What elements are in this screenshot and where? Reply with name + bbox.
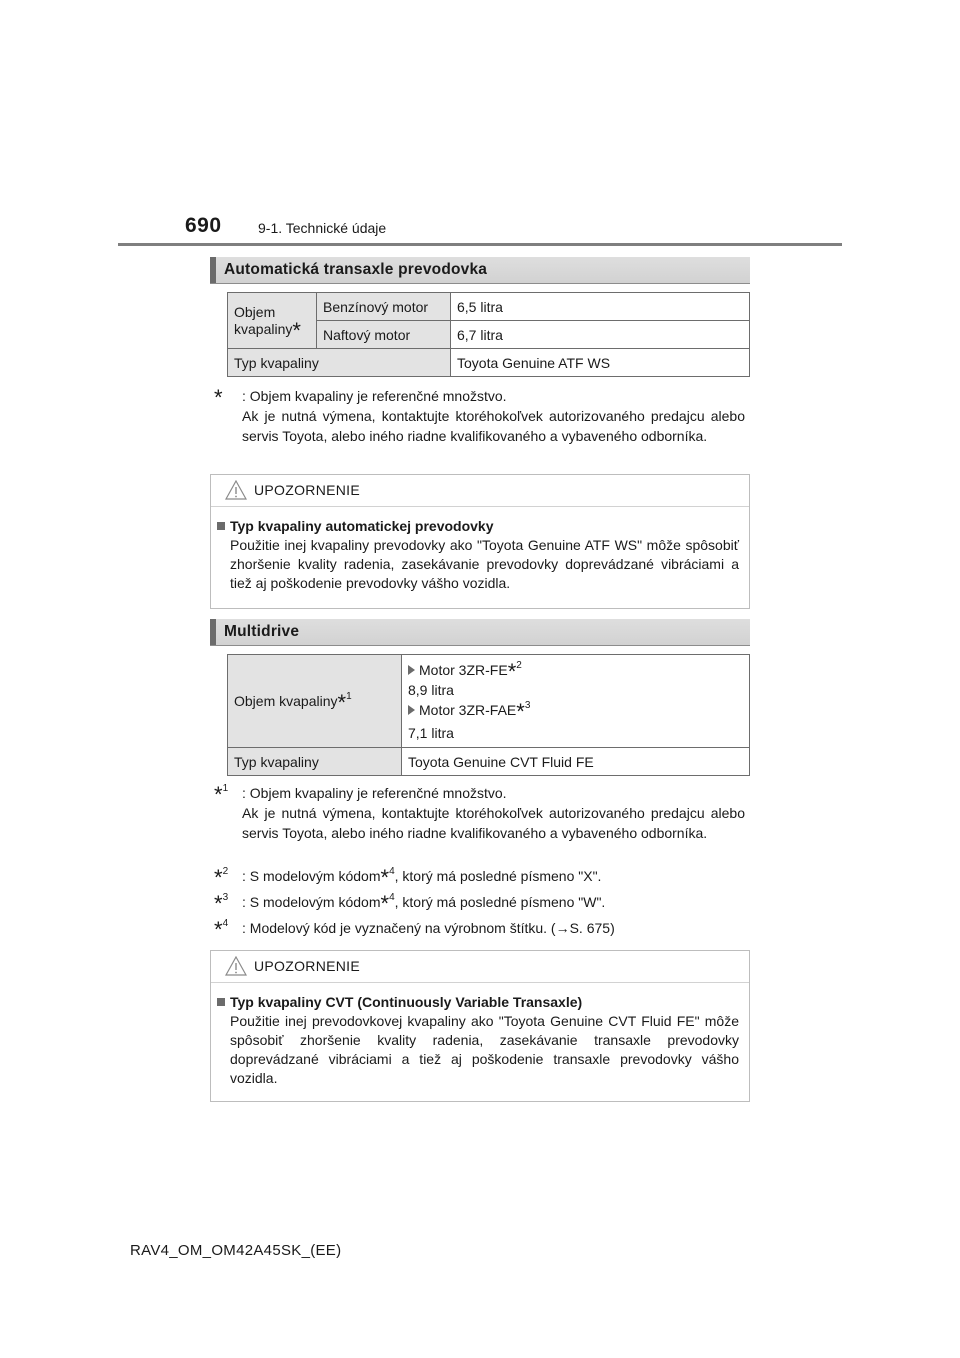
table-row (228, 655, 750, 748)
caution-item-text: Použitie inej kvapaliny prevodovky ako "Toyota Genuine ATF WS" môže spôsobiť zhoršenie kvality radenia, zasekávanie prevodovky doprevádzané vibráciami a tiež aj poškodenie prevodovky vášho vozidla. (230, 537, 739, 591)
bullet-square-icon (217, 998, 225, 1006)
footnote-4: $^{*4}$ : Modelový kód je vyznačený na výrobnom štítku. (→S. 675) (214, 917, 615, 942)
footnote-text: : Modelový kód je vyznačený na výrobnom štítku. ( (242, 920, 556, 936)
footnote-text: : S modelovým kódom (242, 868, 381, 884)
fluid-type-label: Typ kvapaliny (228, 349, 451, 377)
engine-3zr-fae-value: 7,1 litra (408, 724, 454, 741)
document-code: RAV4_OM_OM42A45SK_(EE) (130, 1242, 342, 1259)
footnote-ref: 3 (524, 699, 531, 711)
footnote-text: : S modelovým kódom (242, 894, 381, 910)
fluid-type-value: Toyota Genuine ATF WS (451, 349, 750, 377)
section-title: Multidrive (224, 623, 300, 640)
petrol-engine-label: Benzínový motor (317, 293, 451, 321)
footnote-ref: 4 (389, 866, 395, 877)
engine-3zr-fe-value: 8,9 litra (408, 681, 454, 698)
caution-item-title: Typ kvapaliny automatickej prevodovky (230, 518, 494, 534)
footnote-ref: 2 (516, 659, 522, 671)
fluid-capacity-label-cell (228, 293, 317, 349)
footnote-marker: * (292, 317, 301, 343)
footnote-3: $^{*3}$ : S modelovým kódom$^{*4}$, ktorý má posledné písmeno "W". (214, 891, 606, 916)
page-reference-link[interactable]: S. 675) (569, 920, 615, 936)
footnote-marker: * (214, 385, 223, 410)
fluid-capacity-label: Objem kvapaliny (234, 693, 338, 709)
caution-box-cvt (210, 950, 750, 1102)
footnote-body: Ak je nutná výmena, kontaktujte ktoréhokoľvek autorizovaného predajcu alebo servis Toyota, alebo iného riadne kvalifikovaného a vybaveného odborníka. (242, 408, 745, 444)
spec-table-multidrive (227, 654, 750, 776)
fluid-capacity-values (402, 655, 750, 748)
fluid-capacity-label: Objem kvapaliny (234, 303, 293, 337)
engine-3zr-fe-label: Motor 3ZR-FE (419, 661, 508, 678)
fluid-type-value: Toyota Genuine CVT Fluid FE (402, 748, 750, 776)
section-header-automatic-transaxle (210, 257, 750, 284)
caution-item (217, 993, 739, 1088)
table-row (228, 349, 750, 377)
caution-item-title: Typ kvapaliny CVT (Continuously Variable Transaxle) (230, 994, 583, 1010)
bullet-square-icon (217, 522, 225, 530)
section-marker (210, 257, 216, 283)
table-row (228, 748, 750, 776)
footnote-first-line: : Objem kvapaliny je referenčné množstvo. (242, 785, 507, 801)
caution-header (211, 475, 749, 507)
footnote-2: $^{*2}$ : S modelovým kódom$^{*4}$, ktorý má posledné písmeno "X". (214, 865, 602, 890)
section-title: Automatická transaxle prevodovka (224, 261, 488, 278)
triangle-bullet-icon (408, 665, 415, 675)
diesel-engine-value: 6,7 litra (451, 321, 750, 349)
chapter-title: 9-1. Technické údaje (258, 220, 387, 236)
caution-item (217, 517, 739, 593)
footnote-ref: 3 (222, 892, 229, 903)
diesel-engine-label: Naftový motor (317, 321, 451, 349)
footnote-asterisk (214, 385, 745, 446)
section-header-multidrive (210, 619, 750, 646)
page-reference-arrow-icon: → (555, 920, 570, 936)
petrol-engine-value: 6,5 litra (451, 293, 750, 321)
footnote-first-line: : Objem kvapaliny je referenčné množstvo. (242, 388, 507, 404)
footnote-body: Ak je nutná výmena, kontaktujte ktoréhokoľvek autorizovaného predajcu alebo servis Toyota, alebo iného riadne kvalifikovaného a vybaveného odborníka. (242, 805, 745, 841)
warning-triangle-icon (225, 956, 247, 981)
engine-3zr-fae-line: Motor 3ZR-FAE$^{*3}$ (408, 700, 749, 720)
footnote-ref: 4 (389, 892, 395, 903)
triangle-bullet-icon (408, 705, 415, 715)
footnote-ref: 1 (346, 691, 352, 702)
warning-triangle-icon (225, 480, 247, 505)
caution-item-text: Použitie inej prevodovkovej kvapaliny ako "Toyota Genuine CVT Fluid FE" môže spôsobiť zhoršenie kvality radenia, zasekávanie transaxle prevodovky doprevádzané vibráciami a tiež aj poškodenie transaxle prevodovky vášho vozidla. (230, 1013, 739, 1086)
footnote-ref: 2 (222, 866, 229, 877)
footnote-1: $^{*1}$ : Objem kvapaliny je referenčné množstvo. Ak je nutná výmena, kontaktujte ktoréhokoľvek autorizovaného predajcu alebo servis Toyota, alebo iného riadne kvalifikovaného a vybaveného odborníka. (214, 782, 745, 841)
footnote-ref: 1 (222, 783, 229, 794)
section-marker (210, 619, 216, 645)
fluid-capacity-label-cell: Objem kvapaliny$^{*1}$ (228, 655, 402, 748)
footnote-ref: 4 (222, 918, 229, 929)
footnote-text: , ktorý má posledné písmeno "W". (394, 894, 606, 910)
caution-title: UPOZORNENIE (254, 958, 360, 974)
engine-3zr-fe-line: Motor 3ZR-FE$^{*2}$ (408, 660, 749, 680)
page-number: 690 (185, 214, 222, 237)
footnote-text: , ktorý má posledné písmeno "X". (394, 868, 602, 884)
caution-title: UPOZORNENIE (254, 482, 360, 498)
fluid-type-label: Typ kvapaliny (228, 748, 402, 776)
engine-3zr-fae-label: Motor 3ZR-FAE (419, 701, 517, 718)
caution-box-atf (210, 474, 750, 609)
table-row (228, 293, 750, 321)
header-divider (118, 243, 842, 246)
caution-header (211, 951, 749, 983)
spec-table-automatic-transaxle (227, 292, 750, 377)
